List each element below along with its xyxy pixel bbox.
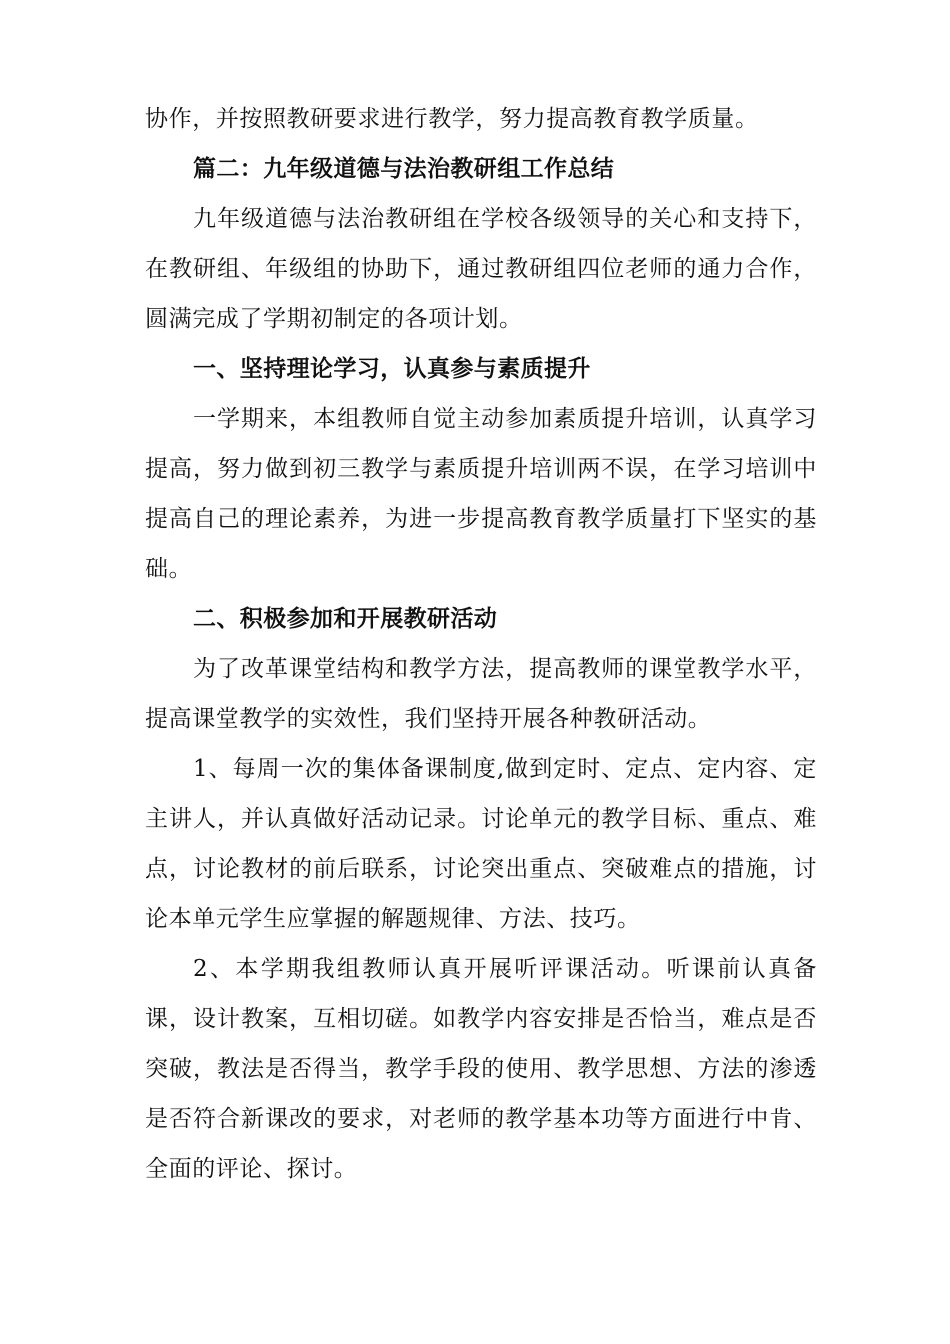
paragraph-theory-study: 一学期来，本组教师自觉主动参加素质提升培训，认真学习提高，努力做到初三教学与素质提升培训两不误，在学习培训中提高自己的理论素养，为进一步提高教育教学质量打下坚实的基础。 (145, 406, 817, 582)
paragraph-intro: 九年级道德与法治教研组在学校各级领导的关心和支持下，在教研组、年级组的协助下，通过教研组四位老师的通力合作，圆满完成了学期初制定的各项计划。 (145, 206, 817, 332)
heading-theory-study: 一、坚持理论学习，认真参与素质提升 (193, 356, 591, 382)
paragraph-research-intro: 为了改革课堂结构和教学方法，提高教师的课堂教学水平，提高课堂教学的实效性，我们坚持开展各种教研活动。 (145, 656, 817, 732)
section-title-part-two: 篇二：九年级道德与法治教研组工作总结 (193, 156, 615, 182)
paragraph-item-1: 1、每周一次的集体备课制度,做到定时、定点、定内容、定主讲人，并认真做好活动记录。讨论单元的教学目标、重点、难点，讨论教材的前后联系，讨论突出重点、突破难点的措施，讨论本单元学生应掌握的解题规律、方法、技巧。 (145, 756, 817, 932)
document-body (145, 94, 817, 1194)
paragraph-continuation: 协作，并按照教研要求进行教学，努力提高教育教学质量。 (145, 106, 759, 132)
paragraph-item-2: 2、本学期我组教师认真开展听评课活动。听课前认真备课，设计教案，互相切磋。如教学内容安排是否恰当，难点是否突破，教法是否得当，教学手段的使用、教学思想、方法的渗透是否符合新课改的要求，对老师的教学基本功等方面进行中肯、全面的评论、探讨。 (145, 956, 817, 1182)
heading-research-activities: 二、积极参加和开展教研活动 (193, 606, 498, 632)
